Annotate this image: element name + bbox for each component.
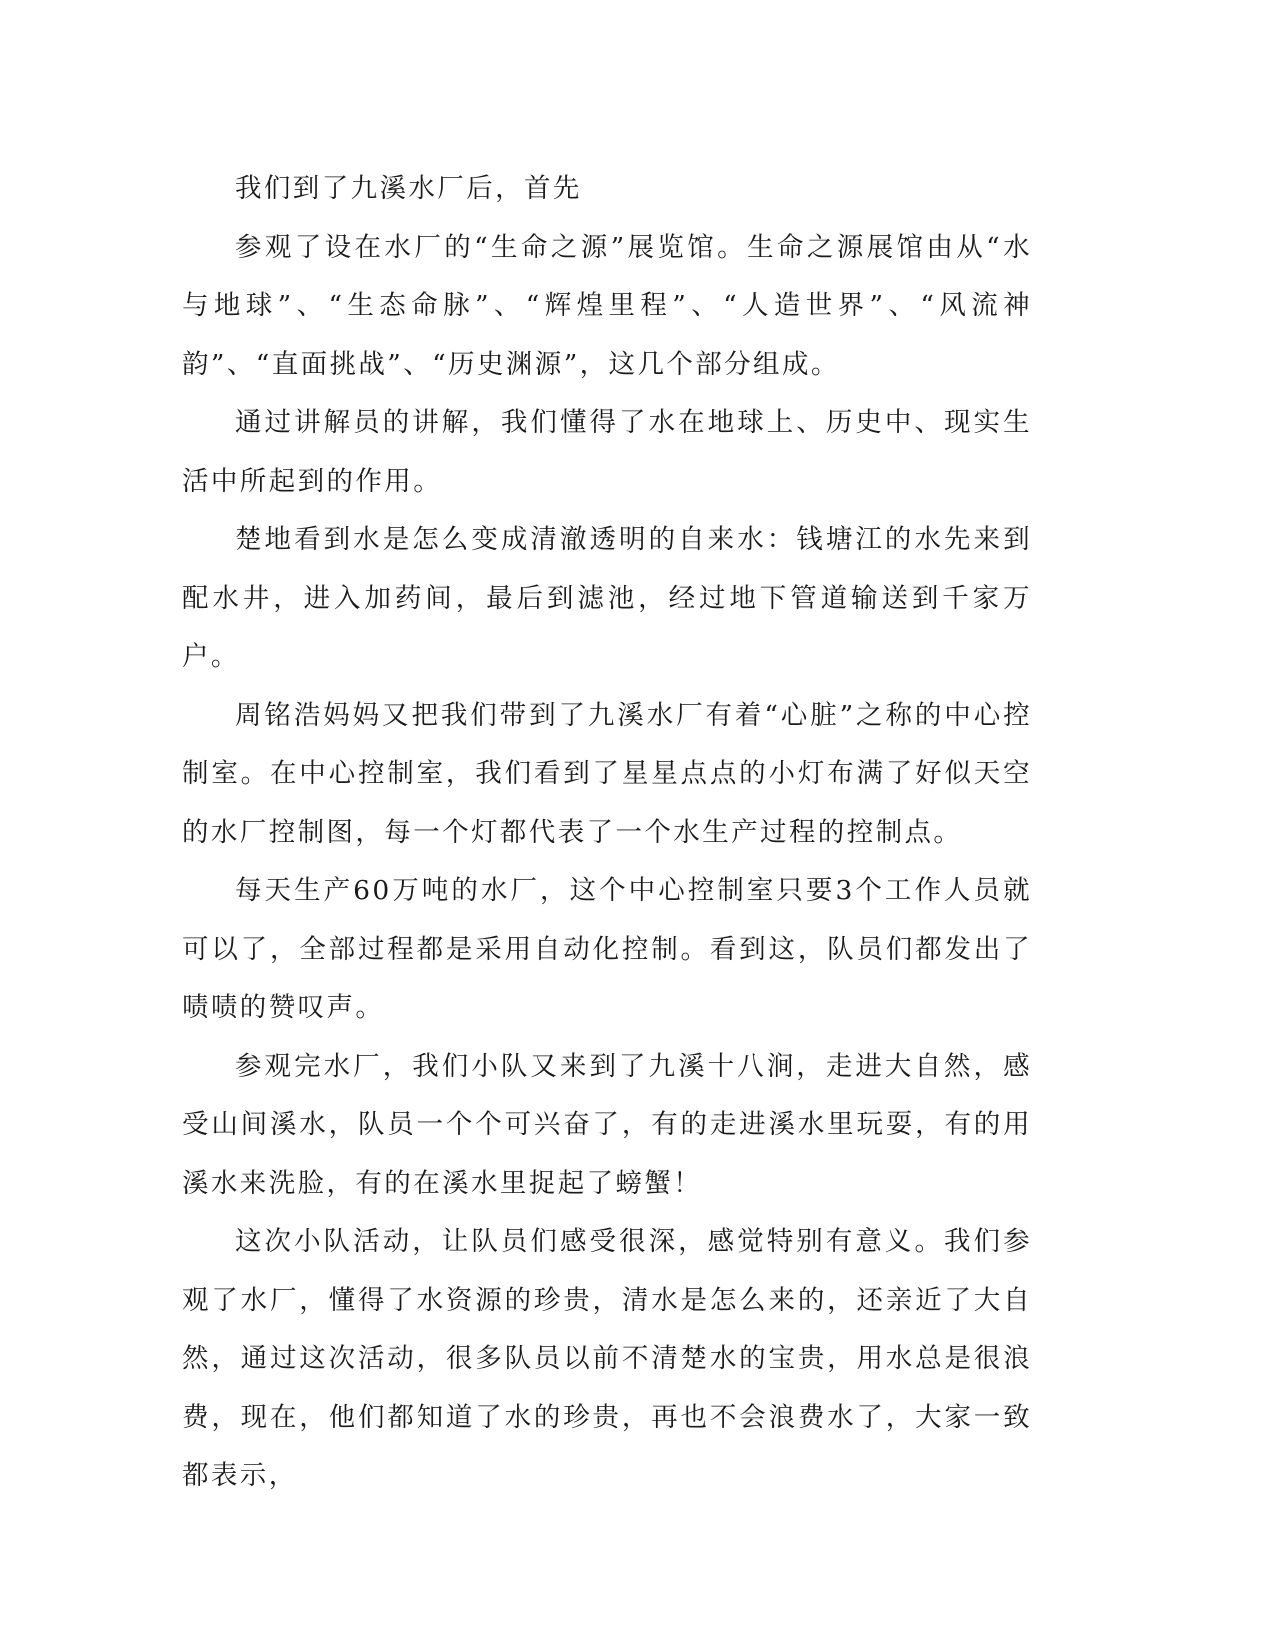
- paragraph: 楚地看到水是怎么变成清澈透明的自来水：钱塘江的水先来到配水井，进入加药间，最后到滤池，经过地下管道输送到千家万户。: [182, 524, 1032, 672]
- paragraph: 这次小队活动，让队员们感受很深，感觉特别有意义。我们参观了水厂，懂得了水资源的珍贵，清水是怎么来的，还亲近了大自然，通过这次活动，很多队员以前不清楚水的宝贵，用水总是很浪费，现在，他们都知道了水的珍贵，再也不会浪费水了，大家一致都表示，: [182, 1226, 1032, 1491]
- paragraph: 我们到了九溪水厂后，首先: [235, 173, 582, 204]
- paragraph: 每天生产60万吨的水厂，这个中心控制室只要3个工作人员就可以了，全部过程都是采用自动化控制。看到这，队员们都发出了啧啧的赞叹声。: [182, 875, 1032, 1023]
- document-body: [182, 160, 1032, 1506]
- paragraph: 周铭浩妈妈又把我们带到了九溪水厂有着“心脏”之称的中心控制室。在中心控制室，我们看到了星星点点的小灯布满了好似天空的水厂控制图，每一个灯都代表了一个水生产过程的控制点。: [182, 699, 1032, 848]
- paragraph: 参观了设在水厂的“生命之源”展览馆。生命之源展馆由从“水与地球”、“生态命脉”、“辉煌里程”、“人造世界”、“风流神韵”、“直面挑战”、“历史渊源”，这几个部分组成。: [182, 231, 1032, 380]
- paragraph: 参观完水厂，我们小队又来到了九溪十八涧，走进大自然，感受山间溪水，队员一个个可兴奋了，有的走进溪水里玩耍，有的用溪水来洗脸，有的在溪水里捉起了螃蟹！: [182, 1050, 1032, 1199]
- paragraph: 通过讲解员的讲解，我们懂得了水在地球上、历史中、现实生活中所起到的作用。: [182, 407, 1032, 497]
